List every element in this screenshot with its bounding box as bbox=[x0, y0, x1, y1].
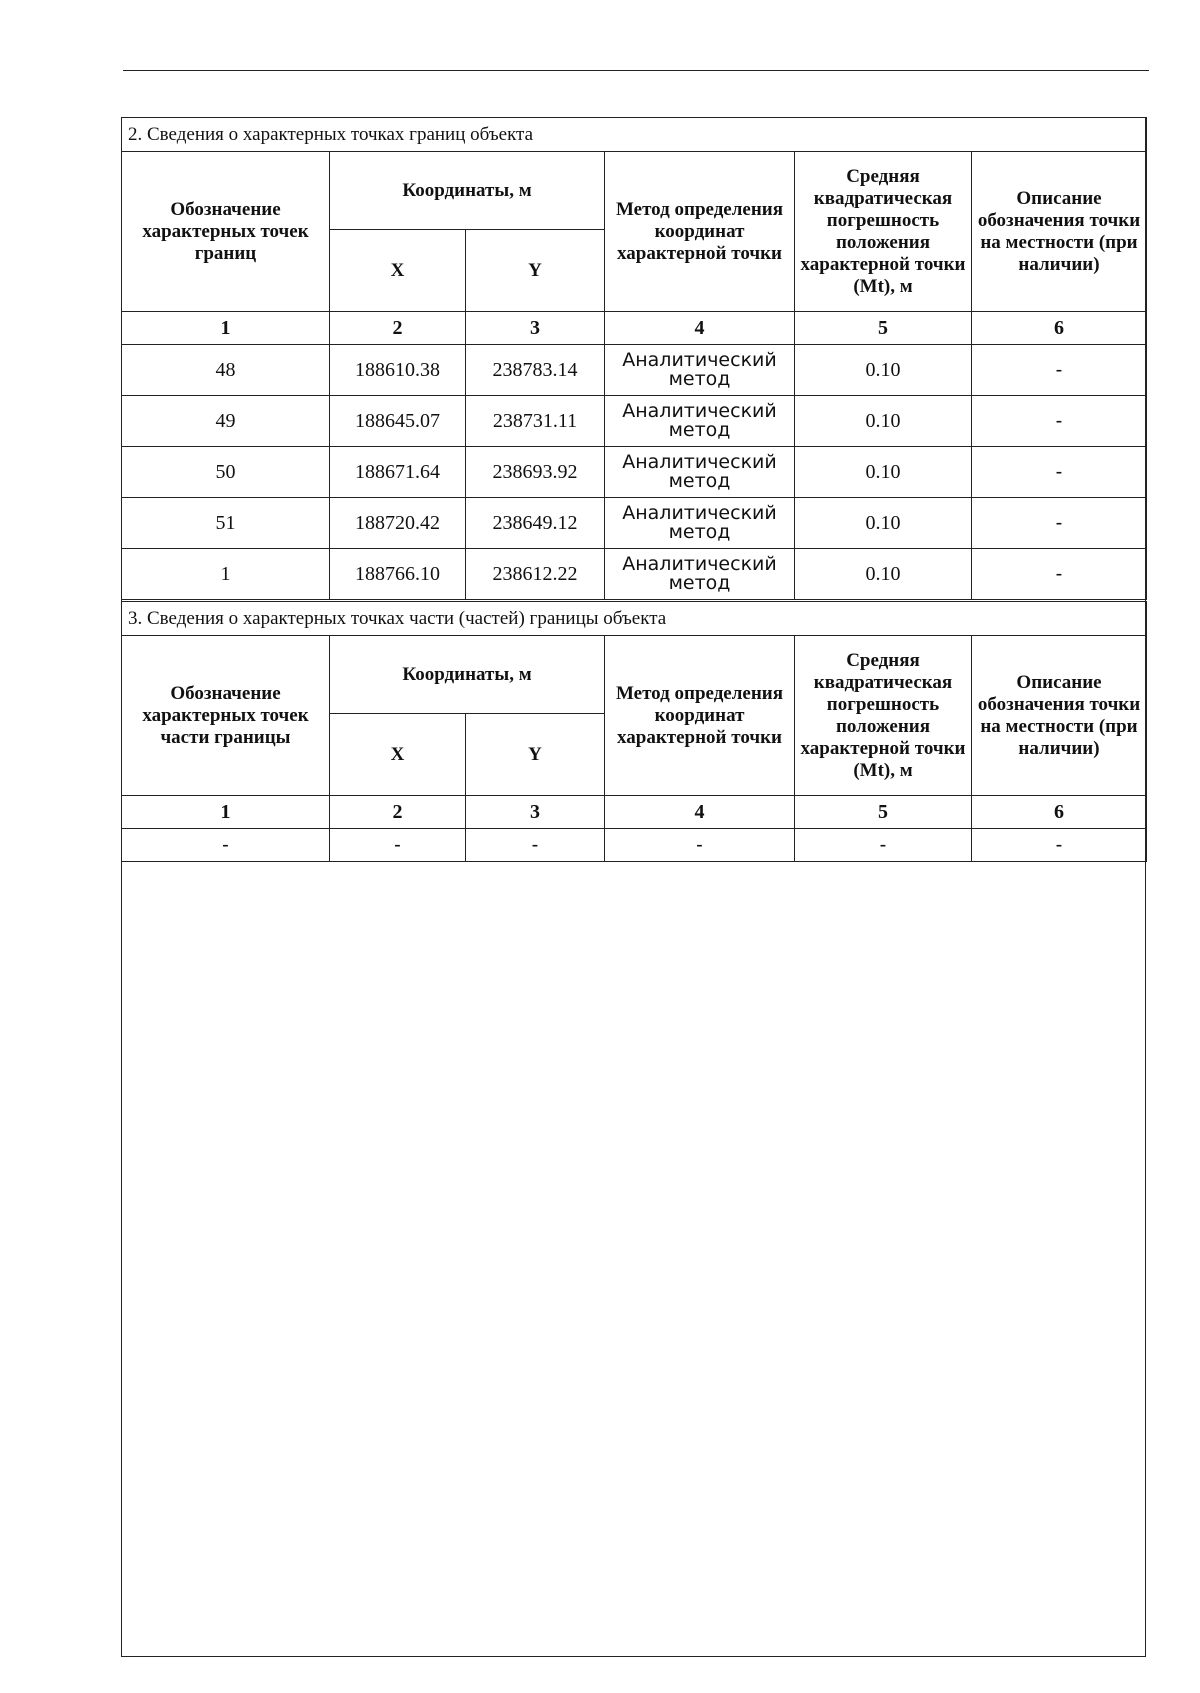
header-error: Средняя квадратическая погрешность положения характерной точки (Mt), м bbox=[795, 152, 972, 312]
point-id: 51 bbox=[122, 498, 330, 549]
point-id: 49 bbox=[122, 396, 330, 447]
header-x: X bbox=[330, 230, 466, 312]
y-coordinate: 238783.14 bbox=[466, 345, 605, 396]
header-description: Описание обозначения точки на местности (при наличии) bbox=[972, 636, 1147, 796]
description: - bbox=[972, 447, 1147, 498]
table-row bbox=[122, 829, 1147, 862]
error: 0.10 bbox=[795, 498, 972, 549]
table-row bbox=[122, 549, 1147, 600]
method: Аналитический метод bbox=[605, 447, 795, 498]
boundary-part-points-table bbox=[121, 601, 1147, 862]
header-designation: Обозначение характерных точек границ bbox=[122, 152, 330, 312]
description: - bbox=[972, 396, 1147, 447]
y-coordinate: 238731.11 bbox=[466, 396, 605, 447]
error: - bbox=[795, 829, 972, 862]
description: - bbox=[972, 498, 1147, 549]
table-row bbox=[122, 447, 1147, 498]
method: Аналитический метод bbox=[605, 396, 795, 447]
column-number: 2 bbox=[330, 312, 466, 345]
method: Аналитический метод bbox=[605, 345, 795, 396]
header-designation: Обозначение характерных точек части границы bbox=[122, 636, 330, 796]
x-coordinate: 188766.10 bbox=[330, 549, 466, 600]
top-rule bbox=[123, 70, 1149, 71]
description: - bbox=[972, 345, 1147, 396]
method: - bbox=[605, 829, 795, 862]
method: Аналитический метод bbox=[605, 498, 795, 549]
x-coordinate: 188610.38 bbox=[330, 345, 466, 396]
header-error: Средняя квадратическая погрешность положения характерной точки (Mt), м bbox=[795, 636, 972, 796]
y-coordinate: 238612.22 bbox=[466, 549, 605, 600]
column-number: 6 bbox=[972, 312, 1147, 345]
error: 0.10 bbox=[795, 345, 972, 396]
column-number: 6 bbox=[972, 796, 1147, 829]
header-method: Метод определения координат характерной точки bbox=[605, 152, 795, 312]
x-coordinate: 188720.42 bbox=[330, 498, 466, 549]
header-coordinates: Координаты, м bbox=[330, 152, 605, 230]
column-number: 4 bbox=[605, 312, 795, 345]
header-x: X bbox=[330, 714, 466, 796]
x-coordinate: 188671.64 bbox=[330, 447, 466, 498]
column-number: 1 bbox=[122, 796, 330, 829]
point-id: 1 bbox=[122, 549, 330, 600]
table-row bbox=[122, 396, 1147, 447]
table-row bbox=[122, 345, 1147, 396]
column-number: 1 bbox=[122, 312, 330, 345]
column-number: 3 bbox=[466, 312, 605, 345]
error: 0.10 bbox=[795, 549, 972, 600]
point-id: 50 bbox=[122, 447, 330, 498]
header-method: Метод определения координат характерной точки bbox=[605, 636, 795, 796]
error: 0.10 bbox=[795, 396, 972, 447]
column-number: 5 bbox=[795, 796, 972, 829]
section-title: 2. Сведения о характерных точках границ объекта bbox=[122, 118, 1147, 152]
point-id: - bbox=[122, 829, 330, 862]
method: Аналитический метод bbox=[605, 549, 795, 600]
table-row bbox=[122, 498, 1147, 549]
header-y: Y bbox=[466, 714, 605, 796]
description: - bbox=[972, 829, 1147, 862]
section-title: 3. Сведения о характерных точках части (частей) границы объекта bbox=[122, 602, 1147, 636]
header-coordinates: Координаты, м bbox=[330, 636, 605, 714]
column-number: 2 bbox=[330, 796, 466, 829]
y-coordinate: 238693.92 bbox=[466, 447, 605, 498]
boundary-points-table bbox=[121, 117, 1147, 600]
column-number: 5 bbox=[795, 312, 972, 345]
point-id: 48 bbox=[122, 345, 330, 396]
header-description: Описание обозначения точки на местности (при наличии) bbox=[972, 152, 1147, 312]
description: - bbox=[972, 549, 1147, 600]
error: 0.10 bbox=[795, 447, 972, 498]
x-coordinate: 188645.07 bbox=[330, 396, 466, 447]
y-coordinate: - bbox=[466, 829, 605, 862]
header-y: Y bbox=[466, 230, 605, 312]
x-coordinate: - bbox=[330, 829, 466, 862]
column-number: 3 bbox=[466, 796, 605, 829]
column-number: 4 bbox=[605, 796, 795, 829]
y-coordinate: 238649.12 bbox=[466, 498, 605, 549]
